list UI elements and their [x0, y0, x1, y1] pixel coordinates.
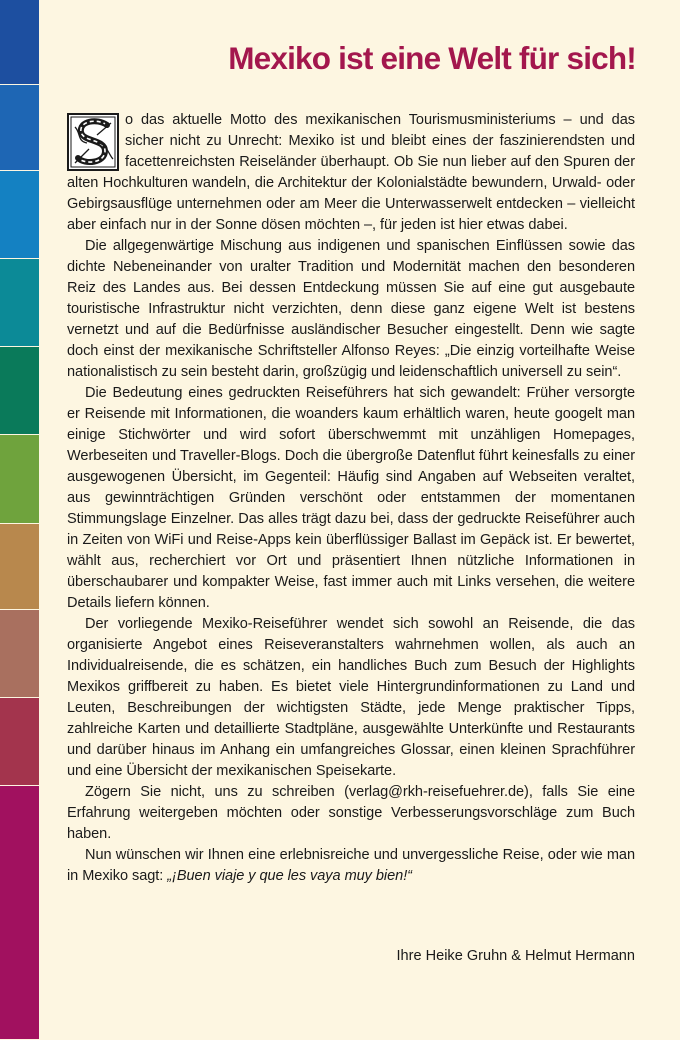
closing-paragraph	[67, 845, 635, 887]
page-title: Mexiko ist eine Welt für sich!	[228, 40, 636, 76]
paragraph: Die Bedeutung eines gedruckten Reiseführers hat sich gewandelt: Früher versorgte er Reisende mit Informationen, die woanders kaum erhältlich waren, heute googelt man einige Stichwörter und wird sofort überschwemmt mit unzähligen Homepages, Werbeseiten und Traveller-Blogs. Doch die übergroße Datenflut führt keinesfalls zu einer ausgewogenen Übersicht, im Gegenteil: Häufig sind Angaben auf Webseiten veraltet, aus gewinnträchtigen Gründen verschönt oder entstammen der momentanen Stimmungslage Einzelner. Das alles trägt dazu bei, dass der gedruckte Reiseführer auch in Zeiten von WiFi und Reise-Apps kein überflüssiger Ballast im Gepäck ist. Er bewertet, wählt aus, recherchiert vor Ort und präsentiert Ihnen nützliche Informationen in überschaubarer und kompakter Weise, fast immer auch mit Links versehen, die weitere Details liefern können.	[67, 385, 635, 611]
color-band	[0, 786, 39, 1040]
color-band	[0, 698, 39, 786]
body-text	[67, 110, 635, 887]
paragraph: Zögern Sie nicht, uns zu schreiben (verlag@rkh-reisefuehrer.de), falls Sie eine Erfahrung weitergeben möchten oder sonstige Verbesserungsvorschläge zum Buch haben.	[67, 784, 635, 842]
color-band	[0, 85, 39, 171]
color-band	[0, 435, 39, 524]
paragraph: Der vorliegende Mexiko-Reiseführer wendet sich sowohl an Reisende, die das organisierte Angebot eines Reiseveranstalters wahrnehmen wollen, als auch an Individualreisende, die es schätzen, ein handliches Buch zum Besuch der Highlights Mexikos griffbereit zu haben. Es bietet viele Hintergrundinformationen zu Land und Leuten, Beschreibungen der wichtigsten Städte, jede Menge praktischer Tipps, zahlreiche Karten und detaillierte Stadtpläne, ausgewählte Unterkünfte und Restaurants und darüber hinaus im Anhang ein umfangreiches Glossar, einen kleinen Sprachführer und eine Übersicht der mexikanischen Speisekarte.	[67, 616, 635, 779]
ornamental-dropcap-s	[67, 113, 119, 171]
color-band	[0, 610, 39, 698]
spanish-quote: „¡Buen viaje y que les vaya muy bien!“	[167, 868, 412, 884]
paragraph: Die allgegenwärtige Mischung aus indigenen und spanischen Einflüssen sowie das dichte Nebeneinander von uralter Tradition und Modernität machen den besonderen Reiz des Landes aus. Bei dessen Entdeckung müssen Sie auf eine gut ausgebaute touristische Infrastruktur nicht verzichten, denn diese ganz eigene Welt ist bestens vernetzt und auf die Bedürfnisse ausländischer Besucher eingestellt. Denn wie sagte doch einst der mexikanische Schriftsteller Alfonso Reyes: „Die einzig vorteilhafte Weise nationalistisch zu sein besteht darin, großzügig und leidenschaftlich universell zu sein“.	[67, 238, 635, 380]
color-strip	[0, 0, 39, 1020]
signature: Ihre Heike Gruhn & Helmut Hermann	[396, 948, 635, 964]
paragraph-text: o das aktuelle Motto des mexikanischen Tourismusministeriums – und das sicher nicht zu Unrecht: Mexiko ist und bleibt eines der faszinierendsten und facettenreichsten Reiseländer überhaupt. Ob Sie nun lieber auf den Spuren der alten Hochkulturen wandeln, die Architektur der Kolonialstädte bewundern, Urwald- oder Gebirgsausflüge unternehmen oder am Meer die Unterwasserwelt entdecken – vielleicht aber einfach nur in der Sonne dösen möchten –, für jeden ist hier etwas dabei.	[67, 112, 635, 233]
closing-text: Nun wünschen wir Ihnen eine erlebnisreiche und unvergessliche Reise, oder wie man in Mexiko sagt:	[67, 847, 635, 884]
color-band	[0, 347, 39, 435]
paragraph	[67, 110, 635, 236]
color-band	[0, 259, 39, 347]
color-band	[0, 171, 39, 259]
color-band	[0, 0, 39, 85]
color-band	[0, 524, 39, 610]
